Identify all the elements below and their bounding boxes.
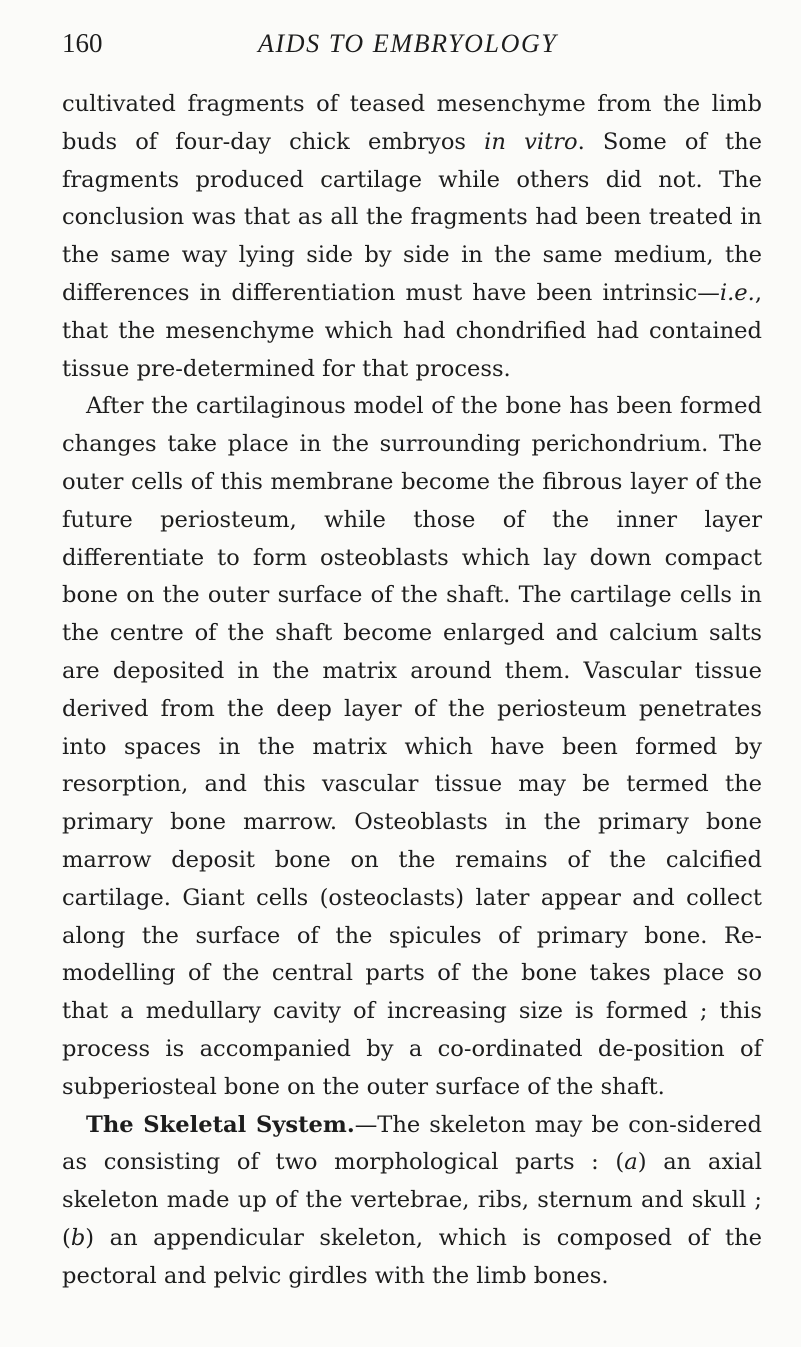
running-title: AIDS TO EMBRYOLOGY bbox=[258, 29, 558, 58]
page-header bbox=[62, 28, 762, 78]
body-text bbox=[62, 86, 762, 1296]
paragraph-2: After the cartilaginous model of the bone has been formed changes take place in the surrounding perichondrium. The outer cells of this membrane become the fibrous layer of the future periosteum, while those of the inner layer differentiate to form osteoblasts which lay down compact bone on the outer surface of the shaft. The cartilage cells in the centre of the shaft become enlarged and calcium salts are deposited in the matrix around them. Vascular tissue derived from the deep layer of the periosteum penetrates into spaces in the matrix which have been formed by resorption, and this vascular tissue may be termed the primary bone marrow. Osteoblasts in the primary bone marrow deposit bone on the remains of the calcified cartilage. Giant cells (osteoclasts) later appear and collect along the surface of the spicules of primary bone. Re-modelling of the central parts of the bone takes place so that a medullary cavity of increasing size is formed ; this process is accompanied by a co-ordinated de-position of subperiosteal bone on the outer surface of the shaft. bbox=[62, 393, 762, 1100]
paragraph-1: cultivated fragments of teased mesenchyme from the limb buds of four-day chick embryos in vitro. Some of the fragments produced cartilage while others did not. The conclusion was that as all the fragments had been treated in the same way lying side by side in the same medium, the differences in differentiation must have been intrinsic—i.e., that the mesenchyme which had chondrified had contained tissue pre-determined for that process. bbox=[62, 91, 762, 382]
italic-term: in vitro bbox=[484, 128, 578, 155]
paragraph-3: The Skeletal System.—The skeleton may be con-sidered as consisting of two morphological parts : (a) an axial skeleton made up of the vertebrae, ribs, sternum and skull ; (b) an appendicular skeleton, which is composed of the pectoral and pelvic girdles with the limb bones. bbox=[62, 1111, 762, 1289]
italic-abbrev: i.e. bbox=[719, 279, 755, 306]
book-page bbox=[62, 28, 762, 1296]
page-number: 160 bbox=[62, 28, 103, 58]
section-heading: The Skeletal System. bbox=[86, 1111, 355, 1138]
